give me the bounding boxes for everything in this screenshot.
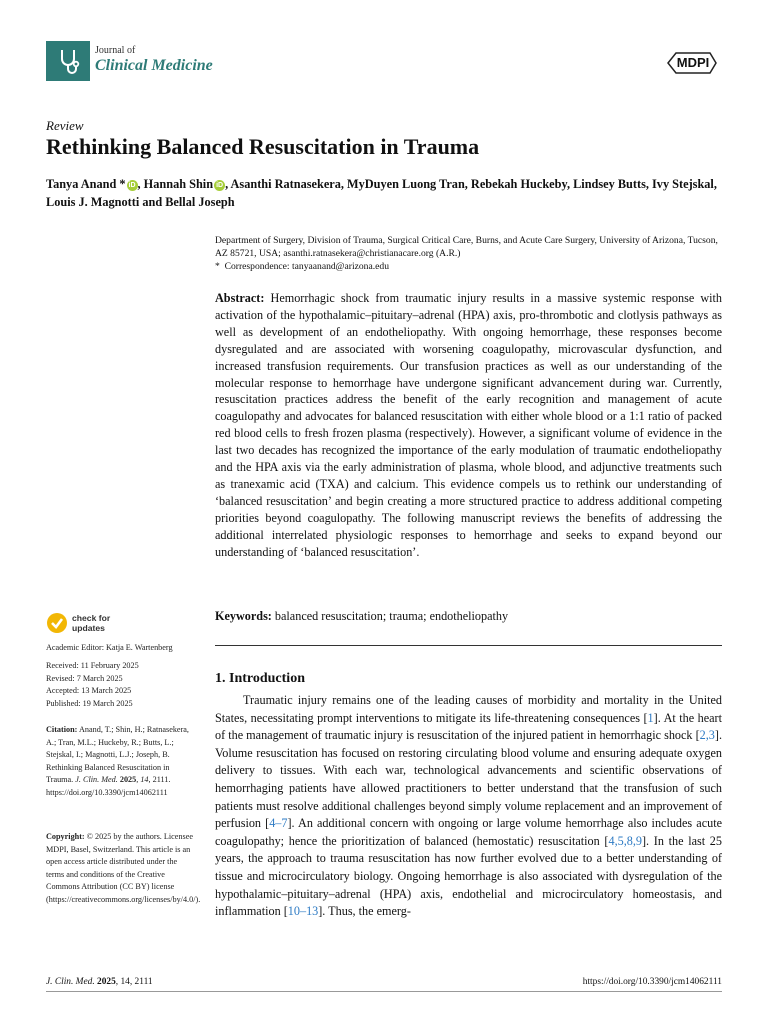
intro-paragraph: Traumatic injury remains one of the leading causes of morbidity and mortality in the United States, necessitating prompt interventions to mitigate its life-threatening consequences [1]. At the heart of the management of traumatic injury is resuscitation of the injured patient in hemorrhagic shock [2,3]. Volume resuscitation has focused on restoring circulating blood volume and ensuring adequate oxygen delivery to tissues. With each war, technological advancements and scientific observations of hemorrhaging patients have allowed practitioners to better understand that the transfusion of such patients must resolve additional challenges beyond simply volume replacement and an improvement of perfusion [4–7]. An additional concern with ongoing or large volume hemorrhage also includes acute coagulopathy; hence the prioritization of balanced (hemostatic) resuscitation [4,5,8,9]. In the last 25 years, the approach to trauma resuscitation has now further evolved due to a better understanding of tissue and microcirculatory biology. Ongoing hemorrhage is also associated with dysregulation of the hypothalamic–pituitary–adrenal (HPA) axis, endothelial and microcirculatory homeostasis, and inflammation [10–13]. Thus, the emerg- [215, 693, 722, 919]
abstract [215, 290, 722, 561]
received-date: Received: 11 February 2025 [46, 661, 139, 670]
check-label-1: check for [72, 613, 111, 623]
journal-name: Clinical Medicine [95, 57, 213, 74]
stethoscope-icon [53, 46, 83, 76]
copyright-text: © 2025 by the authors. Licensee MDPI, Basel, Switzerland. This article is an open access article distributed under the terms and conditions of the Creative Commons Attribution (CC BY) license (https://creativecommons.org/licenses/by/4.0/). [46, 832, 201, 904]
abstract-label: Abstract: [215, 291, 265, 305]
journal-of-label: Journal of [95, 45, 136, 56]
publisher-logo [664, 50, 720, 76]
citation-link[interactable]: 4,5,8,9 [608, 833, 642, 848]
publisher-name: MDPI [676, 55, 710, 70]
keywords [215, 609, 722, 624]
abstract-text: Hemorrhagic shock from traumatic injury results in a massive systemic response with activation of the hypothalamic–pituitary–adrenal (HPA) axis, pro-thrombotic and clotlysis pathways as well as development of an endotheliopathy. With ongoing hemorrhage, these responses become dysregulated and are associated with worsening coagulopathy, microvascular dysfunction, and increased transfusion requirements. Our transfusion practices as well as our understanding of the molecular response to hemorrhage have undergone significant advancement during war. Currently, resuscitation practices address the benefit of the early recognition and management of acute coagulopathy and advocates for balanced resuscitation with either whole blood or a 1:1 ratio of packed red blood cells to fresh frozen plasma (respectively). However, a significant volume of evidence in the last two decades has recognized the importance of the early modulation of traumatic endotheliopathy and the HPA axis via the early administration of plasma, whole blood, and adjunctive treatments such as tranexamic acid (TXA) and calcium. This evidence compels us to rethink our understanding of ‘balanced resuscitation’ and begin creating a more structured practice to address additional competing priorities beyond coagulopathy. The following manuscript reviews the benefits of addressing the additional interrelated physiologic responses to hemorrhage and seeks to expand beyond our understanding of ‘balanced resuscitation’. [215, 291, 723, 559]
correspondence: * Correspondence: tanyaanand@arizona.edu [215, 261, 389, 272]
check-for-updates-badge[interactable] [46, 612, 156, 638]
academic-editor: Academic Editor: Katja E. Wartenberg [46, 643, 173, 652]
section-divider [215, 645, 722, 646]
copyright-block [46, 831, 201, 906]
affiliation: Department of Surgery, Division of Trauma, Surgical Critical Care, Burns, and Acute Care Surgery, University of Arizona, Tucson, AZ 85721, USA; asanthi.ratnasekera@christianacare.org (A.R.) [215, 235, 718, 259]
orcid-icon[interactable]: iD [128, 182, 136, 189]
dates-block [46, 660, 196, 710]
accepted-date: Accepted: 13 March 2025 [46, 686, 132, 695]
copyright-label: Copyright: [46, 832, 85, 841]
author-rest: , Asanthi Ratnasekera, MyDuyen Luong Tran, Rebekah Huckeby, Lindsey Butts, Ivy Stejskal, Louis J. Magnotti and Bellal Joseph [46, 177, 717, 209]
author-list [46, 175, 736, 211]
citation-year: 2025 [119, 775, 137, 784]
author-2[interactable]: , Hannah Shin [137, 177, 214, 191]
citation-link[interactable]: 1 [647, 710, 654, 725]
keywords-text: balanced resuscitation; trauma; endotheliopathy [274, 609, 509, 623]
revised-date: Revised: 7 March 2025 [46, 673, 123, 683]
citation-link[interactable]: 4–7 [269, 816, 288, 831]
citation-doi[interactable]: , 2111. https://doi.org/10.3390/jcm14062111 [46, 775, 171, 797]
section-heading: 1. Introduction [215, 671, 305, 686]
check-label-2: updates [72, 623, 105, 633]
footer-divider [46, 991, 722, 992]
affiliation-block [215, 234, 725, 273]
footer-doi[interactable]: https://doi.org/10.3390/jcm14062111 [582, 977, 722, 987]
orcid-icon[interactable]: iD [216, 182, 224, 189]
journal-logo [46, 41, 90, 81]
keywords-label: Keywords: [215, 609, 272, 623]
citation-link[interactable]: 10–13 [287, 904, 319, 919]
citation-block: Citation: Anand, T.; Shin, H.; Ratnasekera, A.; Tran, M.L.; Huckeby, R.; Butts, L.; Stejskal, I.; Magnotti, L.J.; Joseph, B. Rethinking Balanced Resuscitation in Trauma. J. Clin. Med. 2025, 14, 2111. https://doi.org/10.3390/jcm14062111 [46, 725, 189, 797]
citation-volume: 14 [140, 775, 149, 784]
citation-link[interactable]: 2,3 [699, 728, 715, 743]
citation-label: Citation: [46, 725, 78, 734]
article-title: Rethinking Balanced Resuscitation in Trauma [46, 134, 480, 159]
check-icon [46, 612, 68, 634]
footer-citation: J. Clin. Med. 2025, 14, 2111 [46, 977, 153, 987]
citation-journal: J. Clin. Med. [75, 775, 118, 784]
published-date: Published: 19 March 2025 [46, 698, 133, 708]
article-type: Review [46, 118, 84, 133]
author-1[interactable]: Tanya Anand * [46, 177, 126, 191]
citation-text: Anand, T.; Shin, H.; Ratnasekera, A.; Tran, M.L.; Huckeby, R.; Butts, L.; Stejskal, I.; Magnotti, L.J.; Joseph, B. Rethinking Balanced Resuscitation in Trauma. [46, 725, 189, 784]
